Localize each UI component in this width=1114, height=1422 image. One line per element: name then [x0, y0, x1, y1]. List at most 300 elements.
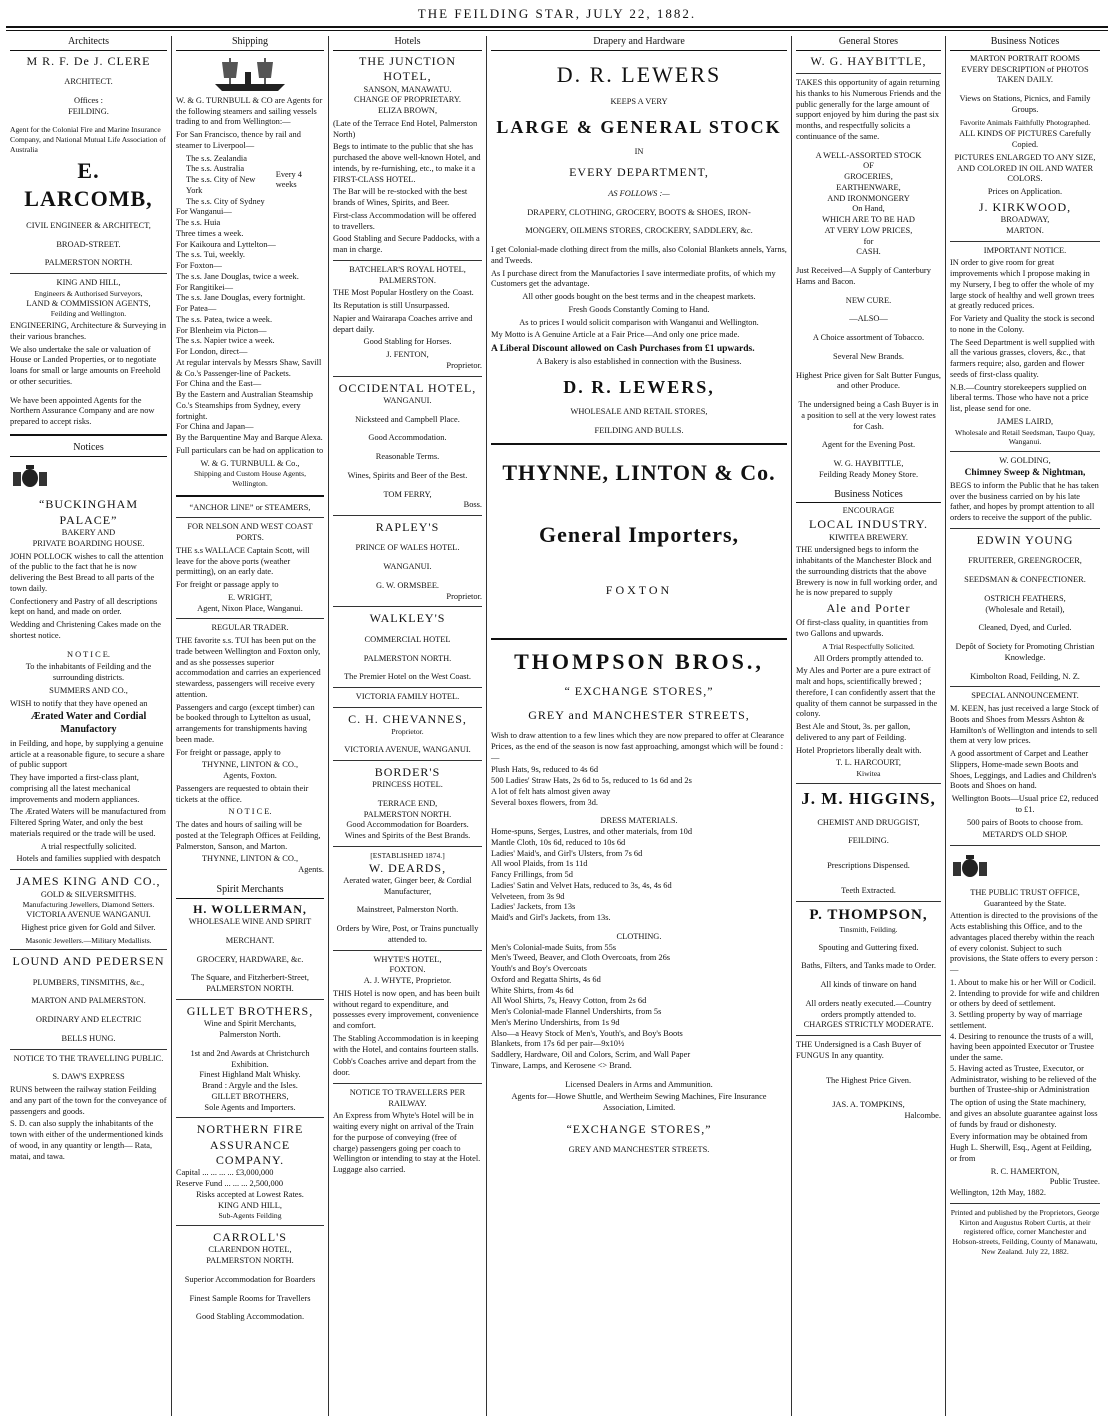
clere-title: ARCHITECT.	[64, 77, 113, 87]
rapley-line: G. W. ORMSBEE.	[375, 580, 440, 590]
whyte-text2: The Stabling Accommodation is in keeping with the Hotel, and contains fourteen stalls.	[333, 1033, 479, 1054]
local-industry: LOCAL INDUSTRY.	[808, 517, 928, 532]
aerated-title: Ærated Water and Cordial Manufactory	[30, 711, 147, 736]
route-line: For Wanganui—	[176, 207, 232, 217]
brew-orders: All Orders promptly attended to.	[813, 653, 924, 663]
thompson-spouting: Spouting and Guttering fixed.	[818, 942, 919, 952]
price-line: Velveteen, from 3s 9d	[491, 891, 565, 901]
express-text2: S. D. can also supply the inhabitants of the town with either of the undermentioned kinds of wood, in any quantity or length— Rata, matai, and tawa.	[10, 1119, 164, 1161]
stock-line: On Hand,	[852, 204, 885, 214]
price-line: White Shirts, from 4s 6d	[491, 985, 574, 995]
important-notice: IMPORTANT NOTICE.	[983, 245, 1067, 255]
stock-line: CASH.	[856, 247, 881, 257]
lewers-p1: I get Colonial-made clothing direct from the mills, also Colonial Blankets annels, Yarns, and Tweeds.	[491, 245, 787, 265]
trust-text: Attention is directed to the provisions of the Acts establishing this Office, and to the advantages placed thereby within the reach of every colonist. Subject to such provisions, the State offers to every person :—	[950, 911, 1098, 975]
price-line: A lot of felt hats almost given away	[491, 786, 611, 796]
seedsman: SEEDSMAN & CONFECTIONER.	[964, 575, 1086, 585]
trust-text3: Every information may be obtained from Hugh L. Sherwill, Esq., Agent at Feilding, or from	[950, 1132, 1092, 1163]
border-line: Good Accommodation for Boarders.	[346, 820, 469, 830]
deards-line: Aerated water, Ginger beer, & Cordial Manufacturer,	[343, 875, 472, 896]
walkley-name: WALKLEY'S	[369, 611, 446, 626]
thynne-importers: General Importers,	[538, 521, 740, 547]
capital: Capital ... ... ... ... £3,000,000	[176, 1168, 274, 1178]
column-head: Hotels	[333, 36, 482, 51]
trust: THE PUBLIC TRUST OFFICE,	[970, 887, 1080, 897]
bakery-text: JOHN POLLOCK wishes to call the attention of the public to the fact that he is now delivering the Best Bread to all parts of the town daily.	[10, 551, 164, 593]
lewers-list2: MONGERY, OILMENS STORES, CROCKERY, SADDLERY, &c.	[525, 226, 753, 236]
column-drapery	[487, 36, 792, 1416]
thynne-agents: Agents, Foxton.	[223, 771, 277, 781]
fungus-text: THE Undersigned is a Cash Buyer of FUNGUS In any quantity.	[796, 1040, 922, 1060]
anchor-line: “ANCHOR LINE” or STEAMERS,	[189, 502, 311, 512]
imprint: Printed and published by the Proprietors, George Kirton and Augustus Robert Curtis, at their registered office, corner Manchester and Hobson-streets, Feilding, County of Manawatu, New Zealand. July 22, 1882.	[950, 1207, 1100, 1256]
king-town: Feilding and Wellington.	[50, 309, 127, 319]
trust-items	[950, 978, 1100, 1096]
thompson-grey: GREY and MANCHESTER STREETS,	[528, 707, 750, 722]
larcomb-street: BROAD-STREET.	[56, 239, 121, 249]
animals: Favorite Animals Faithfully Photographed.	[959, 117, 1091, 127]
column-shipping	[172, 36, 329, 1416]
stock-line: A WELL-ASSORTED STOCK	[815, 150, 922, 160]
carroll-line: Finest Sample Rooms for Travellers	[189, 1293, 311, 1303]
hay-tobacco: A Choice assortment of Tobacco.	[812, 333, 925, 343]
encourage: ENCOURAGE	[842, 506, 895, 516]
price-line: Ladies' Maid's, and Girl's Ulsters, from 7s 6d	[491, 848, 643, 858]
bakery-text3: Wedding and Christening Cakes made on the shortest notice.	[10, 620, 161, 640]
batchelar-town: PALMERSTON.	[378, 275, 436, 285]
brew-text2: Of first-class quality, in quantities from two Gallons and upwards.	[796, 618, 929, 639]
route-line: For Foxton—	[176, 261, 222, 271]
summers-text2: in Feilding, and hope, by supplying a genuine article at a reasonable figure, to secure a share of public support	[10, 738, 165, 770]
notice-title: N O T I C E.	[228, 807, 272, 817]
larcomb-name: E. LARCOMB,	[24, 157, 153, 211]
whyte-line: A. J. WHYTE, Proprietor.	[363, 976, 452, 986]
occidental-line: TOM FERRY,	[383, 489, 432, 499]
wright-name: E. WRIGHT,	[227, 592, 273, 602]
king-text3: We have been appointed Agents for the Northern Assurance Company and are now prepared to accept risks.	[10, 395, 155, 427]
fenton-name: J. FENTON,	[386, 350, 429, 360]
batchelar-name: BATCHELAR'S ROYAL HOTEL,	[349, 264, 466, 274]
brew-text5: Hotel Proprietors liberally dealt with.	[796, 745, 922, 755]
wollerman-town: PALMERSTON NORTH.	[206, 984, 294, 994]
route-list	[176, 207, 324, 444]
trust-item: 5. Having acted as Trustee, Executor, or Administrator, wishing to be relieved of the burthen of Trustee-ship or Administration	[950, 1063, 1097, 1095]
ostrich: OSTRICH FEATHERS,	[984, 593, 1066, 603]
james-king-name: JAMES KING AND CO.,	[16, 874, 161, 889]
harcourt: T. L. HARCOURT,	[835, 758, 902, 768]
photos: EVERY DESCRIPTION of PHOTOS TAKEN DAILY.	[961, 64, 1089, 85]
thompson-name: THOMPSON BROS.,	[514, 649, 764, 675]
price-line: Mantle Cloth, 10s 6d, reduced to 10s 6d	[491, 837, 626, 847]
stock-line: EARTHENWARE,	[836, 182, 901, 192]
travel-text: An Express from Whyte's Hotel will be in waiting every night on arrival of the Train for the purpose of conveying (free of charge) passengers going per coach to Wellington or intending to stay at the Hotel. Luggage also carried.	[333, 1111, 481, 1175]
summers-text3: They have imported a first-class plant, comprising all the latest mechanical improvements and modern appliances.	[10, 773, 140, 804]
carroll-line: PALMERSTON NORTH.	[206, 1256, 294, 1266]
young: EDWIN YOUNG	[976, 532, 1074, 547]
laird-text3: The Seed Department is well supplied with all the various grasses, clovers, &c., that farmers require; also, garden and flower seeds of first-class quality.	[950, 337, 1095, 379]
price-line: Ladies' Jackets, from 13s	[491, 902, 576, 912]
exchange2: “EXCHANGE STORES,”	[566, 1121, 712, 1136]
column-general-stores	[792, 36, 946, 1416]
laird-text: IN order to give room for great improvements which I propose making in my Nursery, I beg to offer the whole of my large stock of healthy and well grown trees at greatly reduced prices.	[950, 258, 1095, 311]
established: [ESTABLISHED 1874.]	[370, 850, 445, 860]
rapley-line: PRINCE OF WALES HOTEL.	[355, 543, 460, 553]
gillet-line: Finest Highland Malt Whisky.	[199, 1070, 301, 1080]
border-line: Wines and Spirits of the Best Brands.	[344, 831, 471, 841]
lewers-follows: AS FOLLOWS :—	[608, 188, 670, 198]
grey2: GREY AND MANCHESTER STREETS.	[568, 1145, 710, 1155]
summers-trial: A trial respectfully solicited.	[40, 841, 137, 851]
route-line: The s.s. Jane Douglas, every fortnight.	[176, 293, 306, 303]
sweep-text: BEGS to inform the Public that he has taken over the business carried on by his late father, and hopes by prompt attention to all orders to receive the support of the public.	[950, 480, 1099, 523]
route-line: By the Eastern and Australian Steamship Co.'s Steamships from Sydney, every fortnight.	[176, 390, 313, 421]
price-line: All Wool Shirts, 7s, Heavy Cotton, from 2s 6d	[491, 996, 647, 1006]
lewers-large: LARGE & GENERAL STOCK	[496, 116, 782, 137]
keen2: A good assortment of Carpet and Leather Slippers, Home-made sewn Boots and Shoes, Leggings, and Ladies and Children's Boots and Shoes on hand.	[950, 749, 1097, 791]
views: Views on Stations, Picnics, and Family Groups.	[959, 94, 1091, 114]
rapley-line: Proprietor.	[446, 591, 482, 601]
clere-name: M R. F. De J. CLERE	[26, 53, 151, 68]
tui-text3: For freight or passage, apply to	[176, 747, 281, 757]
lewers-feilding: FEILDING AND BULLS.	[594, 425, 684, 435]
lewers-list1: DRAPERY, CLOTHING, GROCERY, BOOTS & SHOES, IRON-	[527, 207, 751, 217]
biz-head: Business Notices	[796, 489, 941, 504]
higgins-feilding: FEILDING.	[848, 836, 889, 846]
price-line: Home-spuns, Serges, Lustres, and other materials, from 10d	[491, 827, 693, 837]
summers-hotels: Hotels and families supplied with despatch	[16, 854, 161, 864]
marton-portrait: MARTON PORTRAIT ROOMS	[970, 53, 1080, 63]
wollerman-name: H. WOLLERMAN,	[193, 901, 307, 916]
price-line: Blankets, from 17s 6d per pair—9x10½	[491, 1039, 625, 1049]
enlarged: PICTURES ENLARGED TO ANY SIZE, AND COLORED IN OIL AND WATER COLORS.	[954, 152, 1096, 184]
express-title: S. DAW'S EXPRESS	[52, 1072, 125, 1082]
bakery-text2: Confectionery and Pastry of all descriptions kept on hand, and made on order.	[10, 596, 158, 617]
arms-line: Licensed Dealers in Arms and Ammunition.	[565, 1079, 713, 1089]
wollerman-title: WHOLESALE WINE AND SPIRIT	[188, 917, 312, 927]
route-line: Three times a week.	[176, 228, 244, 238]
ostrich3: Cleaned, Dyed, and Curled.	[978, 623, 1072, 633]
lewers-p8: A Bakery is also established in connection with the Business.	[536, 357, 742, 367]
lound-bells: ORDINARY AND ELECTRIC	[35, 1015, 142, 1025]
steamship-icon	[210, 54, 290, 94]
items1-list	[491, 765, 787, 808]
travel-title: NOTICE TO TRAVELLERS PER RAILWAY.	[349, 1087, 466, 1108]
junction-name: THE JUNCTION HOTEL,	[359, 53, 456, 84]
agents: Agents.	[298, 865, 324, 875]
turnbull-text: W. & G. TURNBULL & CO are Agents for the following steamers and sailing vessels trading to and from Wellington:—	[176, 95, 323, 127]
wollerman-address: The Square, and Fitzherbert-Street,	[191, 973, 309, 983]
junction-text4: First-class Accommodation will be offered to travellers.	[333, 210, 477, 231]
walkley-line: PALMERSTON NORTH.	[363, 653, 452, 663]
thompson-exchange: “ EXCHANGE STORES,”	[564, 684, 714, 699]
gillet-line: GILLET BROTHERS,	[211, 1091, 289, 1101]
column-hotels	[329, 36, 487, 1416]
chev-name: C. H. CHEVANNES,	[348, 711, 467, 726]
lewers-name: D. R. LEWERS	[556, 61, 722, 87]
thompson-tinware: All kinds of tinware on hand	[820, 980, 917, 990]
full-particulars: Full particulars can be had on application to	[176, 445, 324, 455]
junction-line: CHANGE OF PROPRIETARY.	[354, 95, 461, 105]
thompson-wish: Wish to draw attention to a few lines which they are now prepared to offer at Clearance Prices, as the end of the season is now fast approaching, amongst which will be found :—	[491, 731, 784, 762]
ship-line: The s.s. City of New York	[186, 175, 256, 195]
route-line: The s.s. Huia	[176, 218, 221, 228]
james-king-text: Highest price given for Gold and Silver.	[21, 922, 156, 932]
occidental-line: Wines, Spirits and Beer of the Best.	[347, 470, 468, 480]
king-hill: KING AND HILL,	[218, 1200, 282, 1210]
occidental-line: Boss.	[463, 500, 482, 510]
stock-line: AT VERY LOW PRICES,	[824, 225, 913, 235]
walkley-line: COMMERCIAL HOTEL	[364, 634, 451, 644]
walkley-line: The Premier Hotel on the West Coast.	[344, 672, 471, 682]
gillet-name: GILLET BROTHERS,	[186, 1003, 314, 1018]
route-line: For Blenheim via Picton—	[176, 325, 267, 335]
subagents: Sub-Agents Feilding	[218, 1211, 282, 1221]
brew-text3: My Ales and Porter are a pure extract of malt and hops, scientifically brewed ; therefore, I can confidently assert that the quality of them cannot be surpassed in the colony.	[796, 666, 938, 719]
tui-text2: Passengers and cargo (except timber) can be booked through to Lyttelton as usual, arrangements for transhipments having been made.	[176, 702, 315, 744]
stock-line: for	[863, 236, 874, 246]
fungus-highest: The Highest Price Given.	[825, 1075, 912, 1085]
border-line: PALMERSTON NORTH.	[363, 809, 452, 819]
guaranteed: Guaranteed by the State.	[983, 898, 1067, 908]
chev-line: VICTORIA AVENUE, WANGANUI.	[344, 744, 471, 754]
public-trustee: Public Trustee.	[1049, 1177, 1100, 1187]
batchelar-text3: Napier and Wairarapa Coaches arrive and depart daily.	[333, 313, 473, 334]
stock-line: OF	[863, 161, 874, 171]
victoria-family: VICTORIA FAMILY HOTEL.	[355, 692, 460, 702]
gillet-line: Sole Agents and Importers.	[204, 1102, 296, 1112]
marton: MARTON.	[1006, 225, 1044, 235]
masthead-rule-thin	[6, 30, 1108, 31]
fruiterer: FRUITERER, GREENGROCER,	[968, 556, 1082, 566]
lewers-p7: A Liberal Discount allowed on Cash Purchases from £1 upwards.	[491, 344, 755, 355]
whyte-line: FOXTON.	[389, 965, 426, 975]
hay-received: Just Received—A Supply of Canterbury Hams and Bacon.	[796, 266, 931, 286]
lewers-name2: D. R. LEWERS,	[563, 377, 715, 397]
border-name: BORDER'S	[374, 764, 441, 779]
carroll-name: CARROLL'S	[213, 1230, 287, 1245]
rapley-line: WANGANUI.	[383, 562, 432, 572]
price-line: 500 Ladies' Straw Hats, 2s 6d to 5s, reduced to 1s 6d and 2s	[491, 776, 692, 786]
turnbull-sig2: Shipping and Custom House Agents, Wellington.	[193, 469, 306, 489]
hay-butter: Highest Price given for Salt Butter Fungus, and other Produce.	[796, 370, 941, 391]
route-line: The s.s. Napier twice a week.	[176, 336, 275, 346]
ale-porter: Ale and Porter	[826, 601, 911, 616]
clere-offices: Offices :	[74, 95, 103, 105]
royal-crest-icon	[10, 464, 50, 490]
royal-crest-icon	[950, 854, 990, 880]
notices-head: Notices	[10, 442, 167, 457]
whyte-name: WHYTE'S HOTEL,	[373, 954, 442, 964]
masthead: THE FEILDING STAR, JULY 22, 1882.	[417, 6, 697, 21]
price-line: Men's Colonial-made Flannel Undershirts, from 5s	[491, 1007, 662, 1017]
lewers-keeps: KEEPS A VERY	[610, 96, 668, 106]
price-line: Also—a Heavy Stock of Men's, Youth's, and Boy's Boots	[491, 1028, 683, 1038]
laird-text4: N.B.—Country storekeepers supplied on liberal terms. Those who have not a price list, please send for one.	[950, 382, 1089, 414]
every-4-weeks: Every 4 weeks	[275, 169, 302, 190]
route-line: For China and Japan—	[176, 422, 254, 432]
price-line: Men's Merino Undershirts, from 1s 9d	[491, 1017, 620, 1027]
thompson-p-name: P. THOMPSON,	[809, 906, 928, 923]
lewers-p4: Fresh Goods Constantly Coming to Hand.	[568, 304, 710, 314]
masthead-rule	[6, 26, 1108, 28]
trust-item: 4. Desiring to renounce the trusts of a will, having been appointed Executor or Trustee under the same.	[950, 1031, 1094, 1063]
route-line: For Rangitikei—	[176, 282, 233, 292]
keen: M. KEEN, has just received a large Stock of Boots and Shoes from Messrs Ashton & Hamilton's of Wellington and intends to sell them at very low prices.	[950, 704, 1099, 746]
lewers-wholesale: WHOLESALE AND RETAIL STORES,	[570, 407, 708, 417]
column-head: Drapery and Hardware	[491, 36, 787, 51]
wright-agent: Agent, Nixon Place, Wanganui.	[197, 603, 303, 613]
kirkwood: J. KIRKWOOD,	[978, 199, 1072, 214]
risks: Risks accepted at Lowest Rates.	[196, 1189, 304, 1199]
price-line: Several boxes flowers, from 3d.	[491, 797, 598, 807]
tui-text4: Passengers are requested to obtain their tickets at the office.	[176, 783, 309, 804]
golding: W. GOLDING,	[999, 456, 1051, 466]
occidental-line: Nicksteed and Campbell Place.	[355, 414, 460, 424]
higgins-chemist: CHEMIST AND DRUGGIST,	[817, 817, 920, 827]
occidental-line: WANGANUI.	[383, 395, 432, 405]
junction-text5: Good Stabling and Secure Paddocks, with a man in charge.	[333, 234, 480, 255]
hay-sig: W. G. HAYBITTLE,	[833, 459, 904, 469]
price-line: Saddlery, Hardware, Oil and Colors, Scrim, and Wall Paper	[491, 1050, 691, 1060]
column-head: General Stores	[796, 36, 941, 51]
hay-cashbuyer: The undersigned being a Cash Buyer is in a position to sell at the very lowest rates for Cash.	[798, 400, 939, 431]
bakery-sub: BAKERY AND	[61, 528, 116, 538]
prices: Prices on Application.	[987, 187, 1063, 197]
occidental-name: OCCIDENTAL HOTEL,	[338, 380, 477, 395]
carroll-line: CLARENDON HOTEL,	[208, 1245, 292, 1255]
express-text: RUNS between the railway station Feilding and any part of the town for the conveyance of passengers and goods.	[10, 1085, 167, 1116]
lewers-p2: As I purchase direct from the Manufactories I save intermediate profits, of which my Customers get the advantage.	[491, 268, 776, 289]
hay-also: —ALSO—	[849, 314, 888, 324]
sweep: Chimney Sweep & Nightman,	[964, 467, 1086, 478]
gillet-line: 1st and 2nd Awards at Christchurch Exhibition.	[190, 1048, 310, 1069]
metard: METARD'S OLD SHOP.	[982, 830, 1068, 840]
hay-brands: Several New Brands.	[833, 351, 904, 361]
clere-agent: Agent for the Colonial Fire and Marine Insurance Company, and National Mutual Life Association of Australia	[10, 125, 166, 154]
thynne-sig2: THYNNE, LINTON & CO.,	[201, 854, 299, 864]
laird-sub: Wholesale and Retail Seedsman, Taupo Quay, Wanganui.	[955, 427, 1095, 447]
route-line: For London, direct—	[176, 347, 248, 357]
carroll-line: Good Stabling Accommodation.	[195, 1312, 305, 1322]
assorted-list	[796, 151, 941, 259]
travel-head: NOTICE TO THE TRAVELLING PUBLIC.	[13, 1053, 164, 1063]
price-line: Men's Tweed, Beaver, and Cloth Overcoats, from 26s	[491, 953, 671, 963]
hay-store: Feilding Ready Money Store.	[818, 469, 919, 479]
tui-text: THE favorite s.s. TUI has been put on the trade between Wellington and Foxton only, and as she possesses superior accommodation and carries an experienced stewardess, passengers will receive every attention.	[176, 636, 321, 699]
king-text2: We also undertake the sale or valuation of House or Landed Properties, or to negotiate loans for small or large amounts on Freehold or other securities.	[10, 344, 161, 386]
thompson-baths: Baths, Filters, and Tanks made to Order.	[801, 961, 936, 971]
lound-name: LOUND AND PEDERSEN	[12, 954, 165, 969]
thynne-foxton: FOXTON	[605, 582, 673, 597]
junction-line: SANSON, MANAWATU.	[363, 84, 452, 94]
notice-title: N O T I C E.	[67, 649, 110, 659]
special: SPECIAL ANNOUNCEMENT.	[971, 691, 1079, 701]
summers-name: SUMMERS AND CO.,	[49, 685, 128, 695]
clothing-head: CLOTHING.	[616, 931, 662, 941]
gillet-line: Palmerston North.	[219, 1030, 281, 1039]
price-line: Men's Colonial-made Suits, from 55s	[491, 942, 617, 952]
king-title: LAND & COMMISSION AGENTS,	[26, 298, 151, 308]
whyte-text3: Cobb's Coaches arrive and depart from the door.	[333, 1057, 476, 1078]
keen4: 500 pairs of Boots to choose from.	[966, 817, 1084, 827]
route-line: The s.s. Patea, twice a week.	[176, 314, 273, 324]
lewers-every: EVERY DEPARTMENT,	[569, 165, 709, 180]
halcombe: Halcombe.	[904, 1111, 941, 1121]
junction-text3: The Bar will be re-stocked with the best brands of Wines, Spirits, and Beer.	[333, 187, 468, 208]
brew-text4: Best Ale and Stout, 3s. per gallon, delivered to any part of Feilding.	[796, 722, 911, 742]
stock-line: WHICH ARE TO BE HAD	[822, 215, 915, 225]
hay-text: TAKES this opportunity of again returning his thanks to his Numerous Friends and the public generally for the large amount of support enjoyed by him during the past six months, and respectfully solicits a continuance of the same.	[796, 78, 941, 141]
column-head: Business Notices	[950, 36, 1100, 51]
broadway: BROADWAY,	[1000, 215, 1050, 225]
thompson-tinsmith: Tinsmith, Feilding.	[839, 924, 898, 934]
lound-bells2: BELLS HUNG.	[61, 1033, 116, 1043]
thynne-name: THYNNE, LINTON & Co.	[502, 459, 776, 485]
route-line: At regular intervals by Messrs Shaw, Savill & Co.'s Passenger-line of Packets.	[176, 357, 322, 378]
batchelar-text2: Its Reputation is still Unsurpassed.	[333, 301, 450, 311]
border-line: TERRACE END,	[377, 798, 438, 808]
lound-towns: MARTON AND PALMERSTON.	[31, 996, 146, 1006]
reserve: Reserve Fund ... ... ... 2,500,000	[176, 1179, 284, 1189]
items2-list	[491, 827, 787, 924]
tompkins: JAS. A. TOMPKINS,	[832, 1100, 905, 1110]
occidental-line: Reasonable Terms.	[375, 452, 440, 462]
james-king-sub: Manufacturing Jewellers, Diamond Setters.	[22, 900, 155, 910]
turnbull-sig: W. & G. TURNBULL & Co.,	[200, 458, 300, 468]
hamerton: R. C. HAMERTON,	[990, 1166, 1060, 1176]
batchelar-text: THE Most Popular Hostlery on the Coast.	[333, 288, 474, 298]
bakery-title: “BUCKINGHAM PALACE”	[39, 497, 138, 527]
proprietor: Proprietor.	[446, 360, 482, 370]
brew-text: THE undersigned begs to inform the inhabitants of the Manchester Block and the surrounding districts that the above Brewery is now in full working order, and he is now prepared to supply	[796, 545, 938, 598]
lewers-in: IN	[634, 146, 644, 156]
summers-text: WISH to notify that they have opened an	[10, 698, 148, 708]
hay-newcure: NEW CURE.	[845, 295, 892, 305]
higgins-name: J. M. HIGGINS,	[801, 788, 936, 808]
deards-name: W. DEARDS,	[368, 860, 447, 875]
wallace-text: THE s.s WALLACE Captain Scott, will leave for the above ports (weather permitting), on an early date.	[176, 545, 310, 577]
price-line: Youth's and Boy's Overcoats	[491, 964, 587, 974]
king-text: ENGINEERING, Architecture & Surveying in their various branches.	[10, 321, 167, 341]
deards-line: Orders by Wire, Post, or Trains punctually attended to.	[336, 924, 479, 944]
regular-trader: REGULAR TRADER.	[211, 623, 289, 633]
hay-name: W. G. HAYBITTLE,	[810, 53, 927, 68]
summers-text4: The Ærated Waters will be manufactured from Filtered Spring Water, and only the best materials required or the trade will be used.	[10, 807, 166, 838]
laird: JAMES LAIRD,	[996, 416, 1054, 426]
sf-line: For San Francisco, thence by rail and steamer to Liverpool—	[176, 130, 301, 150]
route-line: By the Barquentine May and Barque Alexa.	[176, 433, 323, 443]
clere-town: FEILDING.	[68, 106, 109, 116]
ship-line: The s.s. City of Sydney	[186, 196, 265, 206]
james-king-street: VICTORIA AVENUE WANGANUI.	[26, 910, 151, 919]
column-head: Shipping	[176, 36, 324, 51]
gillet-line: Wine and Spirit Merchants,	[203, 1019, 297, 1029]
stock-line: AND IRONMONGERY	[827, 193, 910, 203]
ship-line: The s.s. Australia	[186, 164, 245, 174]
batchelar-text4: Good Stabling for Horses.	[363, 337, 452, 347]
king-sub: Engineers & Authorised Surveyors,	[34, 288, 143, 298]
larcomb-town: PALMERSTON NORTH.	[44, 258, 133, 268]
border-line: PRINCESS HOTEL.	[372, 780, 443, 790]
trust-item: 2. Intending to provide for wife and children or others by deed of settlement.	[950, 988, 1100, 1009]
lewers-p6: My Motto is A Genuine Article at a Fair Price—And only one price made.	[491, 330, 740, 340]
column-business-notices	[946, 36, 1104, 1416]
larcomb-title: CIVIL ENGINEER & ARCHITECT,	[26, 220, 151, 230]
agents-line: Agents for—Howe Shuttle, and Wertheim Sewing Machines, Fire Insurance Association, Limited.	[511, 1092, 767, 1113]
james-king-text2: Masonic Jewellers.—Military Medallists.	[25, 935, 152, 945]
route-line: For Kaikoura and Lyttelton—	[176, 239, 276, 249]
chev-line: Proprietor.	[391, 727, 424, 737]
